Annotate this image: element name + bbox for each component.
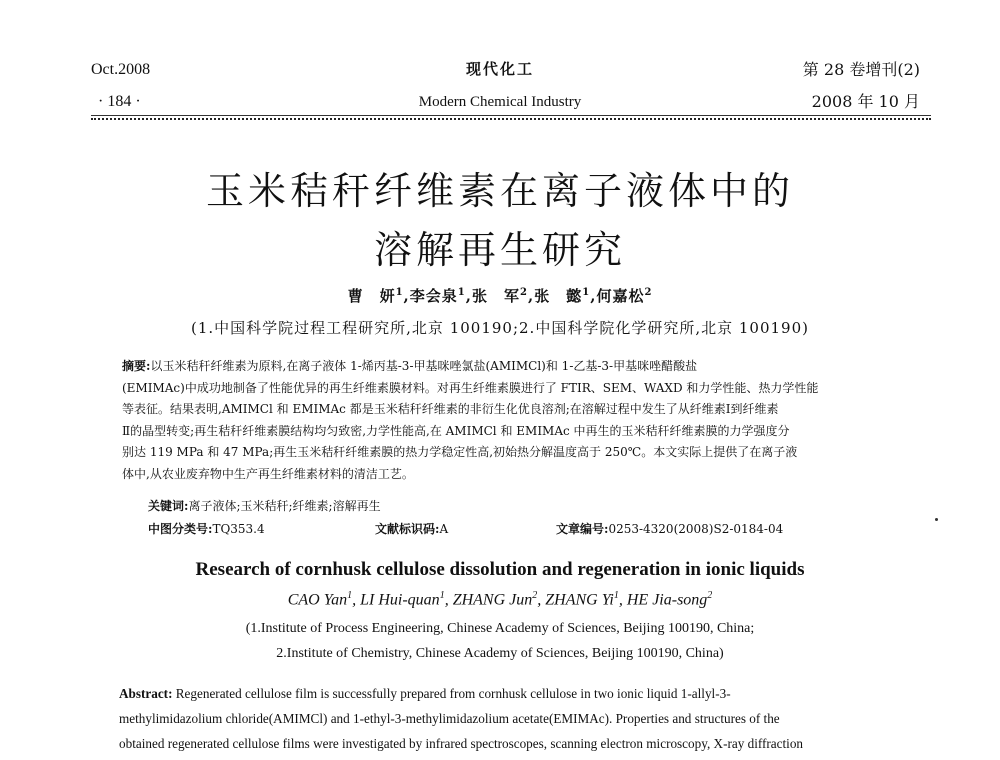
- abstract-en-line: [119, 681, 881, 706]
- classification-label: 中图分类号:: [148, 522, 213, 536]
- abstract-cn-line: [122, 356, 882, 378]
- author-en: LI Hui-quan: [360, 591, 440, 609]
- author-sup: 2: [707, 590, 713, 601]
- abstract-en-label: Abstract:: [119, 686, 173, 701]
- scan-speck: [935, 518, 938, 521]
- author-en: CAO Yan: [287, 591, 348, 609]
- article-number-label: 文章编号:: [556, 522, 609, 536]
- keywords-text: 离子液体;玉米秸秆;纤维素;溶解再生: [188, 499, 381, 513]
- authors-en: CAO Yan$^1$, LI Hui-quan$^1$, ZHANG Jun$^2$, ZHANG Yi$^1$, HE Jia-song$^2$: [287, 590, 713, 609]
- header-journal-cn: 现代化工: [465, 60, 534, 78]
- article-number: [556, 520, 783, 537]
- author-en: HE Jia-song: [626, 591, 708, 609]
- keywords-cn: [148, 497, 381, 514]
- title-cn-line-1: 玉米秸秆纤维素在离子液体中的: [205, 169, 794, 213]
- abstract-cn-line: 体中,从农业废弃物中生产再生纤维素材料的清洁工艺。: [122, 466, 414, 481]
- document-code: [375, 520, 448, 537]
- classification-value: TQ353.4: [212, 522, 265, 536]
- abstract-en-line: methylimidazolium chloride(AMIMCl) and 1-ethyl-3-methylimidazolium acetate(EMIMAc). Properties and structures of the: [119, 711, 780, 726]
- header-date-en: Oct.2008: [91, 61, 151, 78]
- author-sup: 1: [613, 590, 619, 601]
- doc-code-label: 文献标识码:: [375, 522, 440, 536]
- keywords-label: 关键词:: [148, 499, 189, 513]
- header-volume: 第 28 卷增刊(2): [802, 60, 920, 79]
- header-page-number: · 184 ·: [98, 93, 141, 110]
- header-rule: [91, 115, 931, 116]
- header-journal-en: Modern Chemical Industry: [418, 94, 582, 110]
- header-date-cn: 2008 年 10 月: [811, 92, 920, 111]
- author-sup: 1: [395, 287, 404, 298]
- author-sup: 1: [582, 287, 591, 298]
- abstract-en-line: obtained regenerated cellulose films were investigated by infrared spectroscopes, scanning electron microscopy, X-ray diffraction: [119, 736, 804, 751]
- affiliation-en-2: 2.Institute of Chemistry, Chinese Academy of Sciences, Beijing 100190, China): [276, 646, 724, 661]
- header-dotted-rule: [91, 118, 931, 120]
- author-en: ZHANG Yi: [545, 591, 614, 609]
- author-cn: 何嘉松: [596, 287, 645, 305]
- abstract-cn: [122, 356, 882, 485]
- abstract-en-text: Regenerated cellulose film is successfully prepared from cornhusk cellulose in two ionic liquid 1-allyl-3-: [175, 686, 731, 701]
- classification-number: [148, 520, 265, 537]
- author-sup: 1: [347, 590, 353, 601]
- author-cn: 李会泉: [409, 287, 458, 305]
- author-cn: 张 军: [472, 287, 521, 305]
- affiliation-en-1: (1.Institute of Process Engineering, Chinese Academy of Sciences, Beijing 100190, China;: [245, 621, 755, 636]
- title-cn-line-2: 溶解再生研究: [373, 228, 626, 272]
- author-sup: 1: [457, 287, 466, 298]
- author-sup: 2: [532, 590, 538, 601]
- author-sup: 1: [439, 590, 445, 601]
- article-number-value: 0253-4320(2008)S2-0184-04: [608, 522, 784, 536]
- abstract-cn-label: 摘要:: [122, 359, 151, 373]
- abstract-cn-line: Ⅱ的晶型转变;再生秸秆纤维素膜结构均匀致密,力学性能高,在 AMIMCl 和 EMIMAc 中再生的玉米秸秆纤维素膜的力学强度分: [122, 423, 790, 438]
- authors-cn: 曹 妍$^1$,李会泉$^1$,张 军$^2$,张 懿$^1$,何嘉松$^2$: [347, 287, 653, 305]
- author-sup: 2: [644, 287, 653, 298]
- abstract-cn-line: (EMIMAc)中成功地制备了性能优异的再生纤维素膜材料。对再生纤维素膜进行了 FTIR、SEM、WAXD 和力学性能、热力学性能: [122, 380, 819, 395]
- abstract-en: [119, 681, 881, 756]
- affiliation-cn: (1.中国科学院过程工程研究所,北京 100190;2.中国科学院化学研究所,北京 100190): [191, 319, 809, 337]
- abstract-cn-line: 等表征。结果表明,AMIMCl 和 EMIMAc 都是玉米秸秆纤维素的非衍生化优良溶剂;在溶解过程中发生了从纤维素Ⅰ到纤维素: [122, 402, 779, 416]
- abstract-cn-text: 以玉米秸秆纤维素为原料,在离子液体 1-烯丙基-3-甲基咪唑氯盐(AMIMCl)和 1-乙基-3-甲基咪唑醋酸盐: [150, 359, 698, 373]
- doc-code-value: A: [439, 522, 449, 536]
- author-sup: 2: [520, 287, 528, 298]
- abstract-cn-line: 别达 119 MPa 和 47 MPa;再生玉米秸秆纤维素膜的热力学稳定性高,初始热分解温度高于 250℃。本文实际上提供了在离子液: [122, 445, 798, 459]
- title-en: Research of cornhusk cellulose dissolution and regeneration in ionic liquids: [195, 559, 805, 580]
- author-en: ZHANG Jun: [452, 591, 533, 609]
- author-cn: 曹 妍: [347, 287, 396, 305]
- author-cn: 张 懿: [534, 287, 583, 305]
